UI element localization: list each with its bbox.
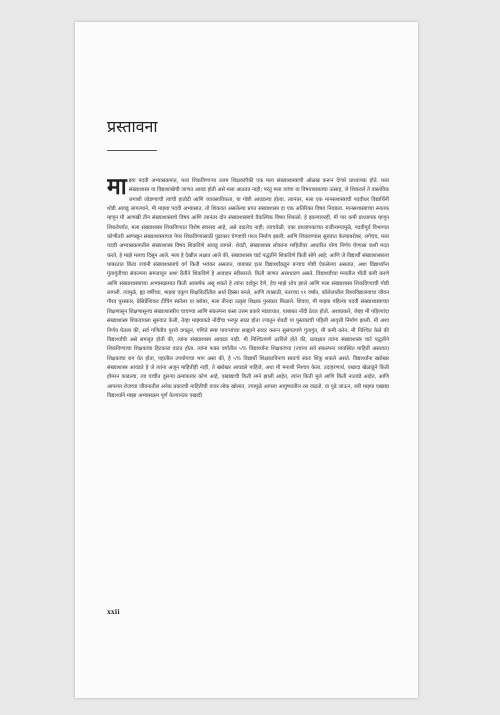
page-number: xxii (107, 608, 120, 616)
heading-rule (107, 150, 157, 151)
body-text: झ्या पदवी अभ्यासक्रमात, मला शिकविणाऱ्या उत्तम शिक्षकांपैकी एक मला संख्याशास्त्राची ओळख करून देणारे प्राध्यापक होते. मला संख्याशास्त्र या विद्याशाखेची जाणत आवड होती असे मला आठवत नाही; परंतु मला त्यांचा या विषयाबाबतचा उत्साह, जे शिकवले ते वास्तविक जगाशी जोडण्याची त्यांची हातोटी आणि व्यावसायिकता, या गोष्टी आवडल्या होत्या. त्यानंतर, मला एक मानसशास्त्राची पदवीधर विद्यार्थिनी थोडी आवडू लागल्याने, मी माझ्या पदवी अभ्यासात, तो शिकवत असलेल्या प्रगत संख्याशास्त्र हा एक अतिरिक्त विषय निवडला. मानसशास्त्राच्या स्नातक म्हणून मी आणखी तीन संख्याशास्त्राचे विषय आणि त्यानंतर दोन संख्याशास्त्राचे वैकल्पिक विषय शिकलो. हे झाल्यावरही, मी पार कमी प्राध्यापक म्हणून शिकवेपर्यंत, मला संख्याशास्त्र शिकविण्यात विशेष स्वारस्य आहे, असे वाटलेच नाही; त्याचवेळी, एका प्राध्यापकाच्या राजीनाम्यामुळे, पदवीपूर्व विभागात कोणीतरी आणखून संख्याशास्त्राच्या पेपर शिकविण्यासाठी पुढाकार घेण्याची गरज निर्माण झाली; आणि शिकवण्यास सुरुवात केल्याबरोबर, लगेचच, मला पदवी अभ्यासक्रमातील संख्याशास्त्र विषय शिकविणे आवडू लागले. शेवटी, संख्याशास्त्र लोकांना माहितीवर आधारित योग्य निर्णय घेण्यास कशी मदत करते, हे माझे मलाच दिसून आले. मला हे देखील लक्षात आले की, संख्याशास्त्र चार्ट पद्धतीने शिकविणे किती सोपे आहे; आणि जे विद्यार्थी संख्याशास्त्राला घाबरतात किंवा ज्यांनी संख्याशास्त्राचे वर्ग किती भयंकर असतात, याबाबत इतर विद्यार्थ्यांकडून बऱ्याच गोष्टी ऐकलेल्या असतात, अशा विद्यार्थ्यांना गुंतागुंतीच्या संकल्पना समजावून अशा रीतीने शिकविणे हे आवाहन स्वीकारले. किती जाणत असाधारण असते. विद्यार्थ्यांच्या मनातील भीती कमी करणे आणि संख्याशास्त्राच्या अभ्यासक्रमात किती आकर्षक असू शकते हे त्यांना दर्शवून देणे, हेच माझे ध्येय झाले आणि मला संख्याशास्त्र शिकविण्याची गोडी लागली. त्यामुळे, ह्या वर्षीच्या, माझ्या एकूण शिक्षकिर्दीतील अर्धा हिस्सा बनले, आणि त्यासाठी, नंतरच्या ११ वर्षांत, कॉलेजातील विश्वविद्यालयाचा जीवन गौरव पुरस्कार, प्रेसिडेंशियल टीचिंग स्कॉलर या बरोबर, मला तीनदा उत्कृष्ट शिक्षक पुरस्कार मिळाले. शिवाय, मी माझ्या पहिल्या पदवी संख्याशास्त्राच्या शिक्षणासून शिक्षणासूनच संख्याशास्त्रीय चाचण्या आणि संकल्पना कसा उत्तम प्रकारे मांडाव्यात, याबाबत नोंदी ठेवत होतो. अशाप्रकारे, जेव्हा मी पहिल्यांदा संख्याशास्त्र शिकवायला सुरुवात केली, तेव्हा माझ्याकडे नोंदींचा भरपूर साठा होता ज्यातून शेवटी या पुस्तकाची पहिली आवृत्ती निर्माण झाली. मी अशा निर्णय घेतला की, सर्व गणितीय पुरावे वगळून, गणिते स्पष्ट पायऱ्यांच्या साह्याने सादर करून सुसंगतपणे गुंतागुंत, मी कमी करेन. मी निश्चित केले की विद्यार्थ्यांची असे समजूत होती की, त्यांना संख्याशास्त्र आवडत नाही. मी निश्चितपणे ठरविले होते की, प्रत्यक्षात त्यांना संख्याशास्त्र चार्ट पद्धतीने शिकविण्याचा शिक्षकांचा हिटकारा वाटत होता. त्यांना फक्त वर्गातील ५% विद्यार्थ्यांना शिक्षकांच्या (ज्यांना सर्व संकल्पना व्यवस्थित माहिती असतात) शिक्षकाचा राग येत होता, पहातील उपयोगाचा भाग असा की, हे ५% विद्यार्थी शिक्षकाविनाच स्वतःचे स्वतः शिकू शकले असते. विद्यार्थ्यांना खरोखर संख्याशास्त्र आवडते हे जे त्यांना अजून माहितीही नाही, ते खरोखर आवडले पाहिजे, अथा मी मनाशी निश्चय केला. उदाहरणार्थ, एखादा खेळाडूने किती होमरन काढल्या, त्या याचीत दुसऱ्या क्रमांकावर कोण आहे, एखाद्याची किती लग्ने झाली आहेत, त्यांना किती मुले आणि किती नातवंडे आहेत, आणि आपल्या रोजच्या जीवनातील अनेक प्रकारची माहितीची यावर लोक खोलात, ज्यामुळे आपला आयुष्यातील रस वाढतो. या पुढे जाऊन, जरी माझ्या एखाद्या विद्यार्थ्याने माझा अभ्यासक्रम पूर्ण केल्यानंतर एखादी (107, 178, 389, 399)
drop-cap: मा (107, 177, 127, 200)
page-heading: प्रस्तावना (107, 117, 158, 136)
body-paragraph (107, 177, 389, 401)
document-page (75, 22, 418, 698)
